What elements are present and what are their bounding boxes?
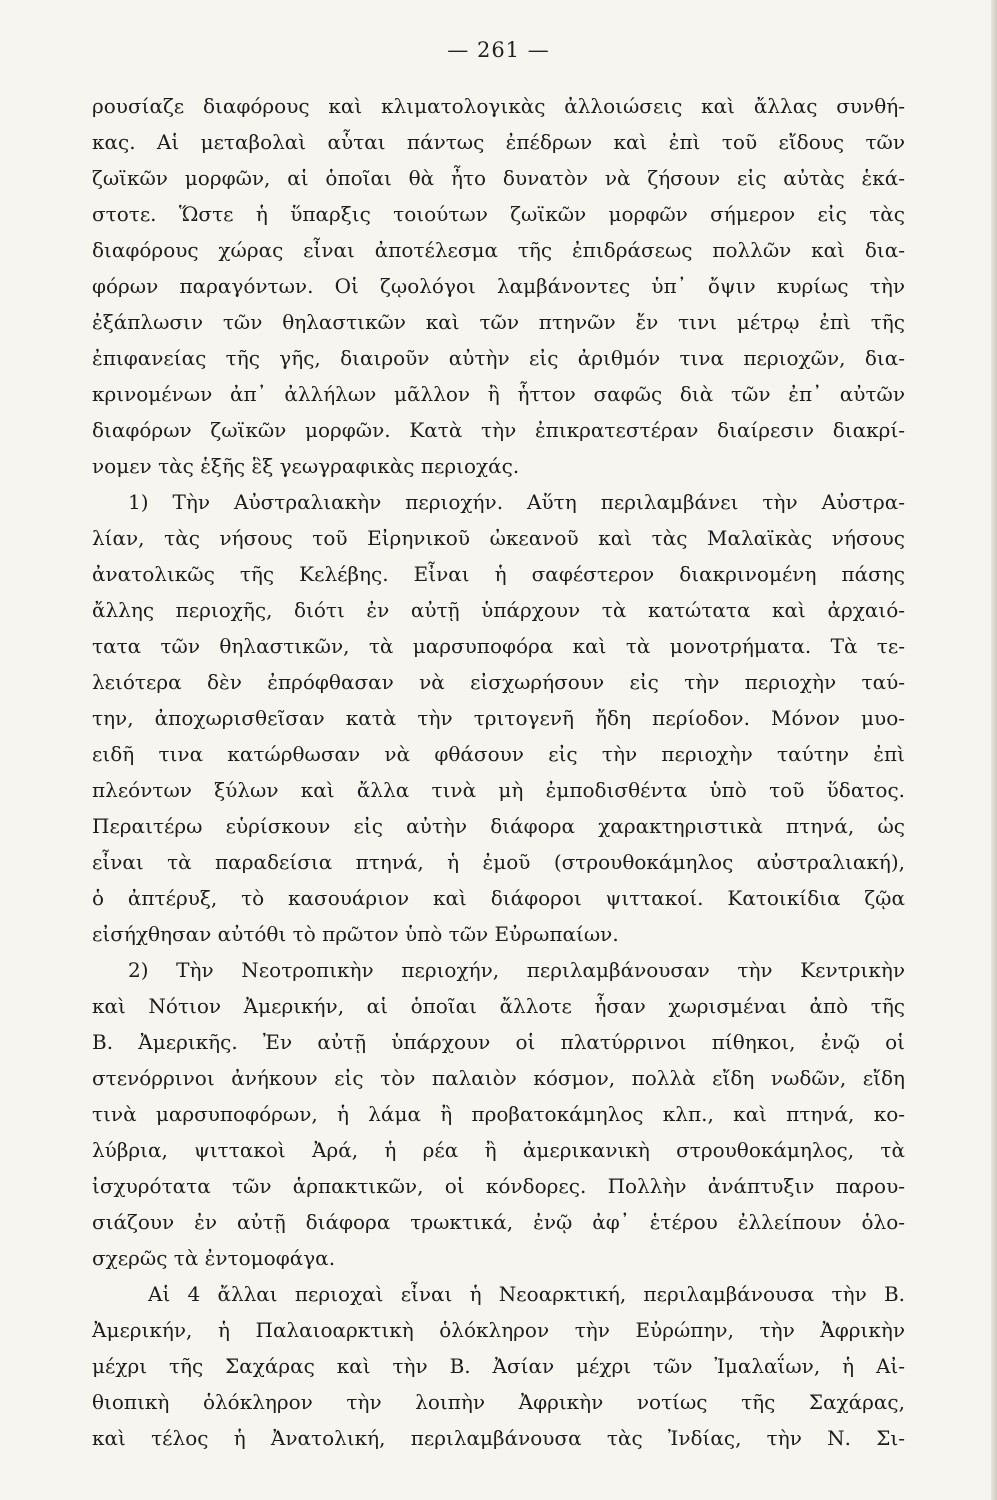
text-line: Περαιτέρω εὑρίσκουν εἰς αὐτὴν διάφορα χαρακτηριστικὰ πτηνά, ὡς: [92, 814, 905, 838]
text-line: τινὰ μαρσυποφόρων, ἡ λάμα ἢ προβατοκάμηλος κλπ., καὶ πτηνά, κο-: [92, 1102, 905, 1126]
text-line: ἐξάπλωσιν τῶν θηλαστικῶν καὶ τῶν πτηνῶν ἔν τινι μέτρῳ ἐπὶ τῆς: [92, 310, 905, 334]
text-line: Β. Ἀμερικῆς. Ἐν αὐτῇ ὑπάρχουν οἱ πλατύρρινοι πίθηκοι, ἐνῷ οἱ: [92, 1030, 905, 1054]
text-line: Αἱ 4 ἄλλαι περιοχαὶ εἶναι ἡ Νεοαρκτική, περιλαμβάνουσα τὴν Β.: [148, 1282, 905, 1306]
text-line: ρουσίαζε διαφόρους καὶ κλιματολογικὰς ἀλλοιώσεις καὶ ἄλλας συνθή-: [92, 94, 905, 118]
text-line: 2) Τὴν Νεοτροπικὴν περιοχήν, περιλαμβάνουσαν τὴν Κεντρικὴν: [128, 958, 905, 982]
text-line: διαφόρων ζωϊκῶν μορφῶν. Κατὰ τὴν ἐπικρατεστέραν διαίρεσιν διακρί-: [92, 418, 905, 442]
text-line: κρινομένων ἀπ᾿ ἀλλήλων μᾶλλον ἢ ἧττον σαφῶς διὰ τῶν ἐπ᾿ αὐτῶν: [92, 382, 905, 406]
text-line: λίαν, τὰς νήσους τοῦ Εἰρηνικοῦ ὠκεανοῦ καὶ τὰς Μαλαϊκὰς νήσους: [92, 526, 905, 550]
text-line: νομεν τὰς ἑξῆς ἓξ γεωγραφικὰς περιοχάς.: [92, 454, 520, 478]
text-line: ἄλλης περιοχῆς, διότι ἐν αὐτῇ ὑπάρχουν τὰ κατώτατα καὶ ἀρχαιό-: [92, 598, 905, 622]
text-line: λύβρια, ψιττακοὶ Ἀρά, ἡ ρέα ἢ ἀμερικανικὴ στρουθοκάμηλος, τὰ: [92, 1138, 905, 1162]
text-line: καὶ τέλος ἡ Ἀνατολική, περιλαμβάνουσα τὰς Ἰνδίας, τὴν Ν. Σι-: [92, 1426, 905, 1450]
text-line: ἐπιφανείας τῆς γῆς, διαιροῦν αὐτὴν εἰς ἀριθμόν τινα περιοχῶν, δια-: [92, 346, 905, 370]
text-line: λειότερα δὲν ἐπρόφθασαν νὰ εἰσχωρήσουν εἰς τὴν περιοχὴν ταύ-: [92, 670, 905, 694]
text-line: πλεόντων ξύλων καὶ ἄλλα τινὰ μὴ ἐμποδισθέντα ὑπὸ τοῦ ὕδατος.: [92, 778, 905, 802]
text-line: εἶναι τὰ παραδείσια πτηνά, ἡ ἐμοῦ (στρουθοκάμηλος αὐστραλιακή),: [92, 850, 905, 874]
text-line: ἀνατολικῶς τῆς Κελέβης. Εἶναι ἡ σαφέστερον διακρινομένη πάσης: [92, 562, 905, 586]
text-line: τατα τῶν θηλαστικῶν, τὰ μαρσυποφόρα καὶ τὰ μονοτρήματα. Τὰ τε-: [92, 634, 905, 658]
text-line: ζωϊκῶν μορφῶν, αἱ ὁποῖαι θὰ ἦτο δυνατὸν νὰ ζήσουν εἰς αὐτὰς ἑκά-: [92, 166, 905, 190]
text-line: εἰσήχθησαν αὐτόθι τὸ πρῶτον ὑπὸ τῶν Εὐρωπαίων.: [92, 922, 619, 946]
text-line: καὶ Νότιον Ἀμερικήν, αἱ ὁποῖαι ἄλλοτε ἦσαν χωρισμέναι ἀπὸ τῆς: [92, 994, 905, 1018]
text-line: σιάζουν ἐν αὐτῇ διάφορα τρωκτικά, ἐνῷ ἀφ᾿ ἑτέρου ἐλλείπουν ὁλο-: [92, 1210, 905, 1234]
text-line: σχερῶς τὰ ἐντομοφάγα.: [92, 1246, 336, 1270]
text-line: μέχρι τῆς Σαχάρας καὶ τὴν Β. Ἀσίαν μέχρι τῶν Ἰμαλαΐων, ἡ Αἰ-: [92, 1354, 905, 1378]
page-number: — 261 —: [447, 38, 550, 62]
text-line: ὁ ἀπτέρυξ, τὸ κασουάριον καὶ διάφοροι ψιττακοί. Κατοικίδια ζῷα: [92, 886, 905, 910]
text-line: την, ἀποχωρισθεῖσαν κατὰ τὴν τριτογενῆ ἤδη περίοδον. Μόνον μυο-: [92, 706, 905, 730]
text-line: στενόρρινοι ἀνήκουν εἰς τὸν παλαιὸν κόσμον, πολλὰ εἴδη νωδῶν, εἴδη: [92, 1066, 905, 1090]
text-line: ἰσχυρότατα τῶν ἁρπακτικῶν, οἱ κόνδορες. Πολλὴν ἀνάπτυξιν παρου-: [92, 1174, 905, 1198]
text-line: Ἀμερικήν, ἡ Παλαιοαρκτικὴ ὁλόκληρον τὴν Εὐρώπην, τὴν Ἀφρικὴν: [92, 1318, 905, 1342]
text-line: κας. Αἱ μεταβολαὶ αὗται πάντως ἐπέδρων καὶ ἐπὶ τοῦ εἴδους τῶν: [92, 130, 905, 154]
text-line: θιοπικὴ ὁλόκληρον τὴν λοιπὴν Ἀφρικὴν νοτίως τῆς Σαχάρας,: [92, 1390, 905, 1414]
text-line: ειδῆ τινα κατώρθωσαν νὰ φθάσουν εἰς τὴν περιοχὴν ταύτην ἐπὶ: [92, 742, 905, 766]
text-line: διαφόρους χώρας εἶναι ἀποτέλεσμα τῆς ἐπιδράσεως πολλῶν καὶ δια-: [92, 238, 905, 262]
page-edge-shadow: [991, 0, 997, 1500]
text-line: 1) Τὴν Αὐστραλιακὴν περιοχήν. Αὕτη περιλαμβάνει τὴν Αὐστρα-: [128, 490, 905, 514]
text-line: στοτε. Ὥστε ἡ ὕπαρξις τοιούτων ζωϊκῶν μορφῶν σήμερον εἰς τὰς: [92, 202, 905, 226]
text-line: φόρων παραγόντων. Οἱ ζῳολόγοι λαμβάνοντες ὑπ᾿ ὄψιν κυρίως τὴν: [92, 274, 905, 298]
